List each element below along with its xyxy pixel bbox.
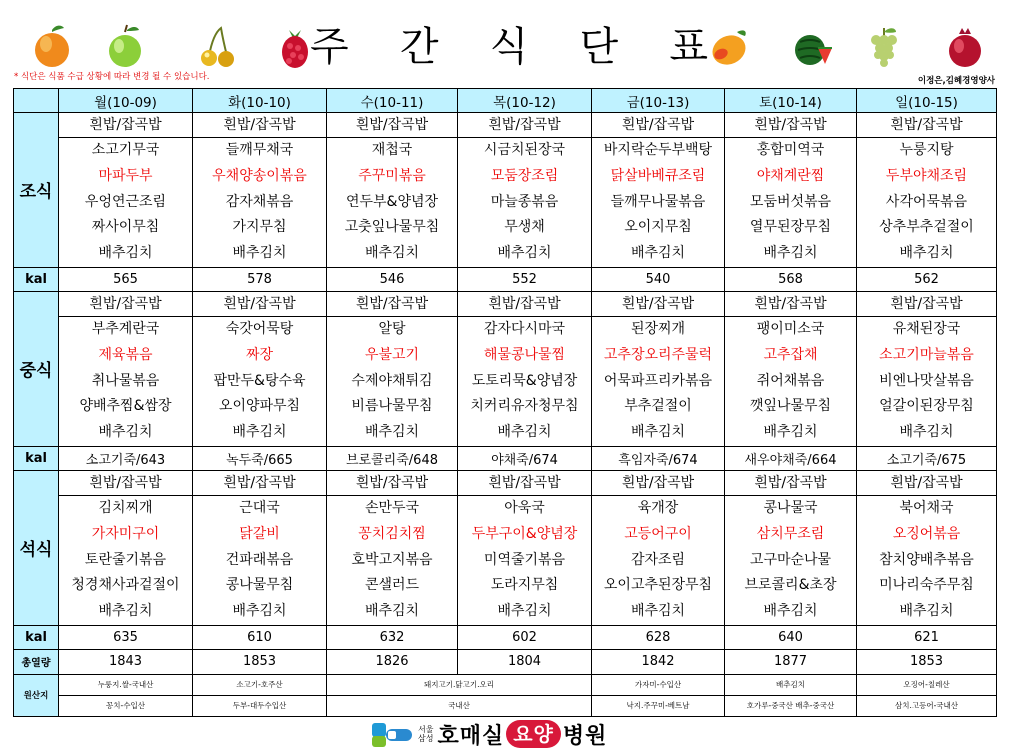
menu-item: 알탕 bbox=[378, 320, 406, 337]
kal-value: 628 bbox=[592, 625, 725, 649]
menu-item: 짜사이무침 bbox=[91, 219, 160, 236]
pomegranate-icon bbox=[943, 22, 987, 70]
menu-item: 배추김치 bbox=[899, 603, 954, 620]
menu-item: 깻잎나물무침 bbox=[749, 398, 832, 415]
rice-item: 흰밥/잡곡밥 bbox=[458, 113, 591, 138]
total-calorie-value: 1853 bbox=[193, 649, 327, 674]
menu-item: 배추김치 bbox=[497, 245, 552, 262]
rice-item: 흰밥/잡곡밥 bbox=[327, 113, 457, 138]
rice-item: 흰밥/잡곡밥 bbox=[592, 471, 724, 496]
watermelon-icon bbox=[790, 22, 834, 70]
menu-item: 손만두국 bbox=[364, 499, 420, 516]
main-dish-item: 고등어구이 bbox=[624, 525, 692, 542]
rice-item: 흰밥/잡곡밥 bbox=[592, 292, 724, 317]
menu-item: 시금치된장국 bbox=[483, 142, 566, 158]
day-header: 일(10-15) bbox=[857, 89, 997, 113]
kal-value: 562 bbox=[857, 267, 997, 291]
kal-row bbox=[14, 446, 997, 470]
meal-cell bbox=[193, 291, 327, 446]
kal-value: 568 bbox=[725, 267, 857, 291]
total-calorie-value: 1877 bbox=[725, 649, 857, 674]
kal-value: 흑임자죽/674 bbox=[592, 446, 725, 470]
kal-value: 546 bbox=[327, 267, 458, 291]
total-calorie-value: 1843 bbox=[59, 649, 193, 674]
meal-cell bbox=[725, 113, 857, 268]
menu-item: 배추김치 bbox=[232, 424, 287, 441]
kal-value: 610 bbox=[193, 625, 327, 649]
green-apple-icon bbox=[103, 22, 147, 70]
menu-item: 고구마순나물 bbox=[749, 551, 832, 568]
menu-item: 참치양배추볶음 bbox=[879, 551, 974, 568]
day-header: 목(10-12) bbox=[458, 89, 592, 113]
kal-value: 565 bbox=[59, 267, 193, 291]
menu-item: 건파래볶음 bbox=[225, 551, 294, 568]
menu-item: 양배추찜&쌈장 bbox=[79, 398, 172, 415]
kal-value: 녹두죽/665 bbox=[193, 446, 327, 470]
menu-item: 도라지무침 bbox=[490, 577, 559, 594]
meal-cell bbox=[193, 113, 327, 268]
meal-cell bbox=[725, 291, 857, 446]
menu-item: 수제야채튀김 bbox=[351, 372, 433, 389]
total-calorie-value: 1853 bbox=[857, 649, 997, 674]
menu-item: 치커리유자청무침 bbox=[470, 398, 579, 415]
kal-value: 새우야채죽/664 bbox=[725, 446, 857, 470]
menu-item: 육개장 bbox=[637, 499, 679, 516]
kal-value: 640 bbox=[725, 625, 857, 649]
menu-item: 감자다시마국 bbox=[483, 320, 566, 337]
menu-item: 콘샐러드 bbox=[364, 577, 420, 594]
menu-item: 아욱국 bbox=[504, 499, 545, 516]
meal-cell bbox=[327, 470, 458, 625]
menu-item: 오이지무침 bbox=[624, 219, 692, 236]
menu-item: 누룽지탕 bbox=[899, 142, 954, 158]
menu-item: 배추김치 bbox=[497, 424, 552, 441]
menu-item: 근대국 bbox=[239, 499, 280, 516]
meal-cell bbox=[327, 113, 458, 268]
weekly-menu-table bbox=[13, 88, 997, 717]
menu-item: 배추김치 bbox=[98, 424, 153, 441]
origin-item: 누룽지.쌀-국내산 bbox=[59, 674, 193, 695]
main-dish-item: 우채양송이볶음 bbox=[212, 167, 307, 184]
menu-item: 감자조림 bbox=[630, 551, 686, 568]
menu-item: 배추김치 bbox=[364, 424, 420, 441]
kal-value: 소고기죽/643 bbox=[59, 446, 193, 470]
origin-item: 가자미-수입산 bbox=[592, 674, 725, 695]
menu-item: 소고기무국 bbox=[91, 142, 160, 158]
cherry-icon bbox=[195, 22, 239, 70]
meal-row bbox=[14, 470, 997, 625]
meal-label: 중식 bbox=[14, 291, 59, 446]
meal-cell bbox=[327, 291, 458, 446]
main-dish-item: 야채계란찜 bbox=[756, 167, 825, 184]
kal-label: kal bbox=[14, 625, 59, 649]
menu-item: 마늘종볶음 bbox=[490, 193, 559, 210]
page-title: 주 간 식 단 표 bbox=[310, 23, 710, 70]
menu-item: 배추김치 bbox=[98, 603, 153, 620]
rice-item: 흰밥/잡곡밥 bbox=[725, 113, 856, 138]
main-dish-item: 두부구이&양념장 bbox=[471, 525, 578, 542]
origin-row bbox=[14, 674, 997, 695]
hospital-logo-icon bbox=[370, 719, 414, 749]
hospital-name: 호매실 요양 병원 bbox=[437, 722, 608, 749]
menu-item: 비엔나맛살볶음 bbox=[879, 372, 974, 389]
total-calorie-value: 1826 bbox=[327, 649, 458, 674]
day-header: 토(10-14) bbox=[725, 89, 857, 113]
menu-item: 부추계란국 bbox=[91, 320, 160, 337]
meal-cell bbox=[592, 291, 725, 446]
main-dish-item: 고추장오리주물럭 bbox=[603, 346, 713, 363]
main-dish-item: 꽁치김치찜 bbox=[358, 525, 426, 542]
menu-item: 비름나물무침 bbox=[351, 398, 433, 415]
menu-item: 배추김치 bbox=[763, 245, 818, 262]
kal-value: 소고기죽/675 bbox=[857, 446, 997, 470]
menu-item: 쥐어채볶음 bbox=[756, 372, 825, 389]
origin-item: 돼지고기.닭고기.오리 bbox=[327, 674, 592, 695]
total-calorie-label: 총열량 bbox=[14, 649, 59, 674]
menu-item: 배추김치 bbox=[899, 245, 954, 262]
menu-item: 배추김치 bbox=[630, 603, 686, 620]
menu-item: 팝만두&탕수육 bbox=[213, 372, 306, 389]
menu-item: 유채된장국 bbox=[892, 320, 961, 337]
rice-item: 흰밥/잡곡밥 bbox=[59, 471, 192, 496]
kal-value: 578 bbox=[193, 267, 327, 291]
meal-cell bbox=[592, 113, 725, 268]
meal-cell bbox=[857, 113, 997, 268]
origin-item: 국내산 bbox=[327, 695, 592, 716]
meal-cell bbox=[725, 470, 857, 625]
menu-item: 된장찌개 bbox=[630, 320, 686, 337]
rice-item: 흰밥/잡곡밥 bbox=[193, 292, 326, 317]
origin-row bbox=[14, 695, 997, 716]
menu-item: 어묵파프리카볶음 bbox=[603, 372, 713, 389]
rice-item: 흰밥/잡곡밥 bbox=[458, 292, 591, 317]
menu-item: 바지락순두부백탕 bbox=[603, 142, 713, 158]
menu-item: 숙갓어묵탕 bbox=[225, 320, 294, 337]
menu-item: 열무된장무침 bbox=[749, 219, 832, 236]
menu-item: 콩나물국 bbox=[763, 499, 818, 516]
main-dish-item: 우불고기 bbox=[364, 346, 420, 363]
main-dish-item: 해물콩나물찜 bbox=[483, 346, 566, 363]
origin-item: 배추김치 bbox=[725, 674, 857, 695]
menu-item: 배추김치 bbox=[497, 603, 552, 620]
main-dish-item: 짜장 bbox=[245, 346, 274, 363]
meal-cell bbox=[592, 470, 725, 625]
menu-item: 상추부추겉절이 bbox=[879, 219, 974, 236]
grapes-icon bbox=[862, 22, 906, 70]
day-header: 금(10-13) bbox=[592, 89, 725, 113]
rice-item: 흰밥/잡곡밥 bbox=[725, 292, 856, 317]
menu-item: 가지무침 bbox=[232, 219, 287, 236]
main-dish-item: 마파두부 bbox=[98, 167, 153, 184]
main-dish-item: 소고기마늘볶음 bbox=[879, 346, 974, 363]
rice-item: 흰밥/잡곡밥 bbox=[327, 292, 457, 317]
main-dish-item: 삼치무조림 bbox=[756, 525, 825, 542]
menu-item: 배추김치 bbox=[899, 424, 954, 441]
meal-cell bbox=[458, 291, 592, 446]
menu-item: 북어채국 bbox=[899, 499, 954, 516]
total-calorie-value: 1842 bbox=[592, 649, 725, 674]
meal-cell bbox=[458, 470, 592, 625]
mango-icon bbox=[707, 22, 751, 70]
corner-cell bbox=[14, 89, 59, 113]
menu-item: 배추김치 bbox=[232, 245, 287, 262]
main-dish-item: 고추잡채 bbox=[763, 346, 818, 363]
menu-item: 배추김치 bbox=[630, 245, 686, 262]
change-notice: * 식단은 식품 수급 상황에 따라 변경 될 수 있습니다. bbox=[14, 72, 210, 82]
menu-item: 오이양파무침 bbox=[218, 398, 301, 415]
rice-item: 흰밥/잡곡밥 bbox=[592, 113, 724, 138]
origin-label: 원산지 bbox=[14, 674, 59, 716]
kal-value: 야채죽/674 bbox=[458, 446, 592, 470]
rice-item: 흰밥/잡곡밥 bbox=[59, 113, 192, 138]
menu-item: 들깨무채국 bbox=[225, 142, 294, 158]
peach-icon bbox=[30, 22, 74, 70]
menu-item: 재첩국 bbox=[371, 142, 413, 158]
kal-value: 브로콜리죽/648 bbox=[327, 446, 458, 470]
origin-item: 오징어-칠레산 bbox=[857, 674, 997, 695]
rice-item: 흰밥/잡곡밥 bbox=[857, 471, 996, 496]
day-header: 월(10-09) bbox=[59, 89, 193, 113]
day-header: 수(10-11) bbox=[327, 89, 458, 113]
dietitian-names: 이정은,김혜경영양사 bbox=[917, 76, 995, 86]
menu-item: 모둠버섯볶음 bbox=[749, 193, 832, 210]
rice-item: 흰밥/잡곡밥 bbox=[59, 292, 192, 317]
origin-item: 삼치.고등어-국내산 bbox=[857, 695, 997, 716]
origin-item: 낙지.주꾸미-베트남 bbox=[592, 695, 725, 716]
menu-item: 배추김치 bbox=[364, 603, 420, 620]
main-dish-item: 두부야채조림 bbox=[885, 167, 968, 184]
meal-label: 석식 bbox=[14, 470, 59, 625]
kal-label: kal bbox=[14, 446, 59, 470]
rice-item: 흰밥/잡곡밥 bbox=[327, 471, 457, 496]
menu-item: 배추김치 bbox=[98, 245, 153, 262]
menu-item: 홍합미역국 bbox=[756, 142, 825, 158]
page-header bbox=[0, 0, 1012, 95]
menu-item: 브로콜리&초장 bbox=[744, 577, 837, 594]
main-dish-item: 오징어볶음 bbox=[892, 525, 961, 542]
kal-value: 621 bbox=[857, 625, 997, 649]
total-calorie-row bbox=[14, 649, 997, 674]
meal-row bbox=[14, 113, 997, 268]
meal-cell bbox=[193, 470, 327, 625]
meal-cell bbox=[458, 113, 592, 268]
menu-item: 사각어묵볶음 bbox=[885, 193, 968, 210]
menu-item: 배추김치 bbox=[364, 245, 420, 262]
menu-item: 미역줄기볶음 bbox=[483, 551, 566, 568]
main-dish-item: 닭갈비 bbox=[239, 525, 280, 542]
origin-item: 꽁치-수입산 bbox=[59, 695, 193, 716]
rice-item: 흰밥/잡곡밥 bbox=[725, 471, 856, 496]
kal-value: 635 bbox=[59, 625, 193, 649]
menu-item: 콩나물무침 bbox=[225, 577, 294, 594]
meal-cell bbox=[59, 113, 193, 268]
menu-item: 김치찌개 bbox=[98, 499, 153, 516]
menu-item: 팽이미소국 bbox=[756, 320, 825, 337]
main-dish-item: 모둠장조림 bbox=[490, 167, 559, 184]
rice-item: 흰밥/잡곡밥 bbox=[193, 113, 326, 138]
rice-item: 흰밥/잡곡밥 bbox=[857, 292, 996, 317]
menu-item: 오이고추된장무침 bbox=[603, 577, 713, 594]
menu-item: 도토리묵&양념장 bbox=[471, 372, 578, 389]
yoyang-badge: 요양 bbox=[506, 720, 561, 748]
day-header-row bbox=[14, 89, 997, 113]
menu-item: 배추김치 bbox=[763, 603, 818, 620]
menu-item: 들깨무나물볶음 bbox=[610, 193, 706, 210]
menu-item: 무생채 bbox=[504, 219, 545, 236]
kal-value: 602 bbox=[458, 625, 592, 649]
menu-item: 취나물볶음 bbox=[91, 372, 160, 389]
meal-cell bbox=[857, 470, 997, 625]
main-dish-item: 주꾸미볶음 bbox=[358, 167, 426, 184]
rice-item: 흰밥/잡곡밥 bbox=[193, 471, 326, 496]
origin-item: 호가루-중국산 배추-중국산 bbox=[725, 695, 857, 716]
main-dish-item: 가자미구이 bbox=[91, 525, 160, 542]
kal-row bbox=[14, 267, 997, 291]
menu-item: 청경채사과겉절이 bbox=[71, 577, 180, 594]
kal-value: 552 bbox=[458, 267, 592, 291]
main-dish-item: 제육볶음 bbox=[98, 346, 153, 363]
day-header: 화(10-10) bbox=[193, 89, 327, 113]
kal-value: 632 bbox=[327, 625, 458, 649]
menu-item: 감자채볶음 bbox=[225, 193, 294, 210]
kal-label: kal bbox=[14, 267, 59, 291]
meal-label: 조식 bbox=[14, 113, 59, 268]
rice-item: 흰밥/잡곡밥 bbox=[857, 113, 996, 138]
menu-item: 부추겉절이 bbox=[624, 398, 692, 415]
menu-item: 배추김치 bbox=[763, 424, 818, 441]
menu-item: 토란줄기볶음 bbox=[84, 551, 167, 568]
menu-item: 배추김치 bbox=[232, 603, 287, 620]
menu-item: 연두부&양념장 bbox=[345, 193, 439, 210]
menu-item: 미나리숙주무침 bbox=[879, 577, 974, 594]
origin-item: 소고기-호주산 bbox=[193, 674, 327, 695]
menu-item: 우엉연근조림 bbox=[84, 193, 167, 210]
meal-cell bbox=[59, 291, 193, 446]
menu-item: 고춧잎나물무침 bbox=[344, 219, 440, 236]
menu-item: 배추김치 bbox=[630, 424, 686, 441]
menu-item: 얼갈이된장무침 bbox=[879, 398, 974, 415]
kal-value: 540 bbox=[592, 267, 725, 291]
origin-item: 두부-대두수입산 bbox=[193, 695, 327, 716]
hospital-logo bbox=[370, 717, 607, 751]
meal-row bbox=[14, 291, 997, 446]
total-calorie-value: 1804 bbox=[458, 649, 592, 674]
main-dish-item: 닭살바베큐조림 bbox=[610, 167, 706, 184]
logo-location: 서울 삼성 bbox=[418, 725, 434, 743]
rice-item: 흰밥/잡곡밥 bbox=[458, 471, 591, 496]
meal-cell bbox=[59, 470, 193, 625]
meal-cell bbox=[857, 291, 997, 446]
menu-item: 호박고지볶음 bbox=[351, 551, 433, 568]
kal-row bbox=[14, 625, 997, 649]
